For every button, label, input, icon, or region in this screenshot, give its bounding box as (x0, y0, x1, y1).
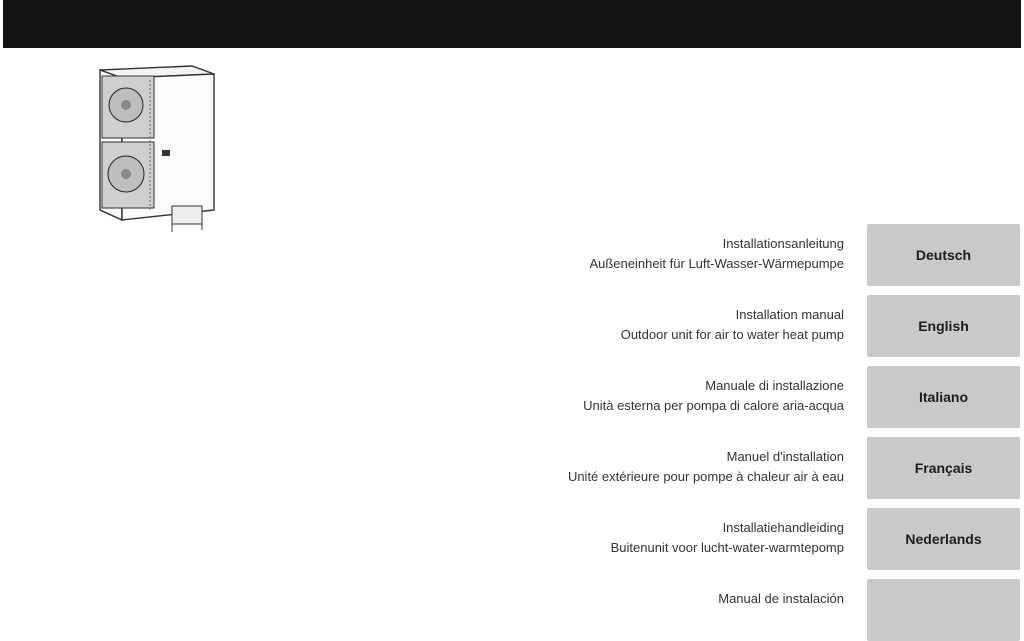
manual-subtitle: Outdoor unit for air to water heat pump (620, 327, 844, 342)
language-description (324, 518, 844, 558)
language-tab-nederlands[interactable]: Nederlands (867, 508, 1020, 570)
language-row (0, 579, 1024, 641)
language-row (0, 366, 1024, 428)
manual-title: Installatiehandleiding (722, 520, 844, 535)
language-row (0, 437, 1024, 499)
language-tab-english[interactable]: English (867, 295, 1020, 357)
manual-subtitle: Buitenunit voor lucht-water-warmtepomp (610, 540, 844, 555)
language-tab-francais[interactable]: Français (867, 437, 1020, 499)
header-bar (3, 0, 1021, 48)
language-tab-italiano[interactable]: Italiano (867, 366, 1020, 428)
manual-title: Installation manual (735, 307, 844, 322)
manual-subtitle: Außeneinheit für Luft-Wasser-Wärmepumpe (589, 256, 844, 271)
language-description (324, 589, 844, 609)
manual-subtitle: Unità esterna per pompa di calore aria-acqua (583, 398, 844, 413)
outdoor-unit-illustration (92, 60, 232, 240)
language-description (324, 376, 844, 416)
language-row (0, 224, 1024, 286)
manual-title: Manuel d'installation (726, 449, 844, 464)
language-description (324, 447, 844, 487)
manual-title: Installationsanleitung (722, 236, 844, 251)
language-row (0, 508, 1024, 570)
language-description (324, 305, 844, 345)
language-tab-espanol[interactable] (867, 579, 1020, 641)
language-description (324, 234, 844, 274)
manual-title: Manuale di installazione (705, 378, 844, 393)
manual-title: Manual de instalación (718, 591, 844, 606)
language-row (0, 295, 1024, 357)
manual-subtitle: Unité extérieure pour pompe à chaleur air à eau (567, 469, 844, 484)
language-tab-deutsch[interactable]: Deutsch (867, 224, 1020, 286)
